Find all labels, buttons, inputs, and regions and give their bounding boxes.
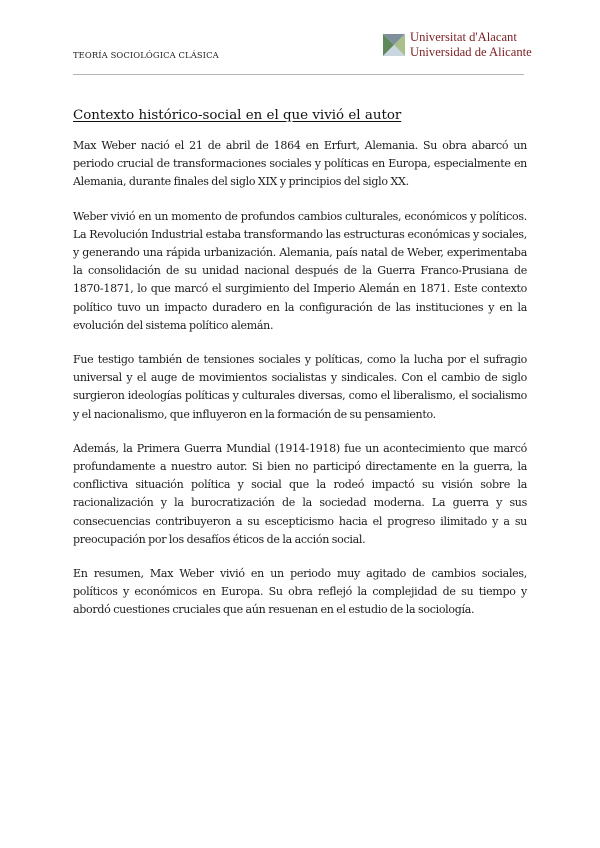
university-name-valencian: Universitat d'Alacant — [410, 30, 517, 44]
university-logo — [382, 30, 542, 60]
paragraph-war: Además, la Primera Guerra Mundial (1914-1918) fue un acontecimiento que marcó profundamente a nuestro autor. Si bien no participó directamente en la guerra, la conflictiva situación política y social que la rodeó impactó su visión sobre la racionalización y la burocratización de la sociedad moderna. La guerra y sus consecuencias contribuyeron a su escepticismo hacia el progreso ilimitado y a su preocupación por los desafíos éticos de la acción social. — [73, 441, 527, 546]
page-header — [73, 28, 535, 76]
course-title: TEORÍA SOCIOLÓGICA CLÁSICA — [73, 50, 219, 60]
paragraph-tensions: Fue testigo también de tensiones sociales y políticas, como la lucha por el sufragio universal y el auge de movimientos socialistas y sindicales. Con el cambio de siglo surgieron ideologías políticas y culturales diversas, como el liberalismo, el socialismo y el nacionalismo, que influyeron en la formación de su pensamiento. — [73, 353, 527, 421]
section-heading: Contexto histórico-social en el que vivió el autor — [73, 108, 402, 123]
paragraph-summary: En resumen, Max Weber vivió en un periodo muy agitado de cambios sociales, políticos y económicos en Europa. Su obra reflejó la complejidad de su tiempo y abordó cuestiones cruciales que aún resuenan en el estudio de la sociología. — [73, 567, 527, 617]
paragraph-birth: Max Weber nació el 21 de abril de 1864 en Erfurt, Alemania. Su obra abarcó un periodo crucial de transformaciones sociales y políticas en Europa, especialmente en Alemania, durante finales del siglo XIX y principios del siglo XX. — [73, 139, 527, 189]
university-name-spanish: Universidad de Alicante — [410, 45, 532, 59]
university-name — [410, 30, 532, 60]
university-logo-icon — [382, 33, 406, 57]
paragraph-context: Weber vivió en un momento de profundos cambios culturales, económicos y políticos. La Revolución Industrial estaba transformando las estructuras económicas y sociales, y generando una rápida urbanización. Alemania, país natal de Weber, experimentaba la consolidación de su unidad nacional después de la Guerra Franco-Prusiana de 1870-1871, lo que marcó el surgimiento del Imperio Alemán en 1871. Este contexto político tuvo un impacto duradero en la configuración de las instituciones y en la evolución del sistema político alemán. — [73, 209, 527, 332]
document-body — [73, 108, 527, 636]
header-divider — [73, 74, 524, 75]
